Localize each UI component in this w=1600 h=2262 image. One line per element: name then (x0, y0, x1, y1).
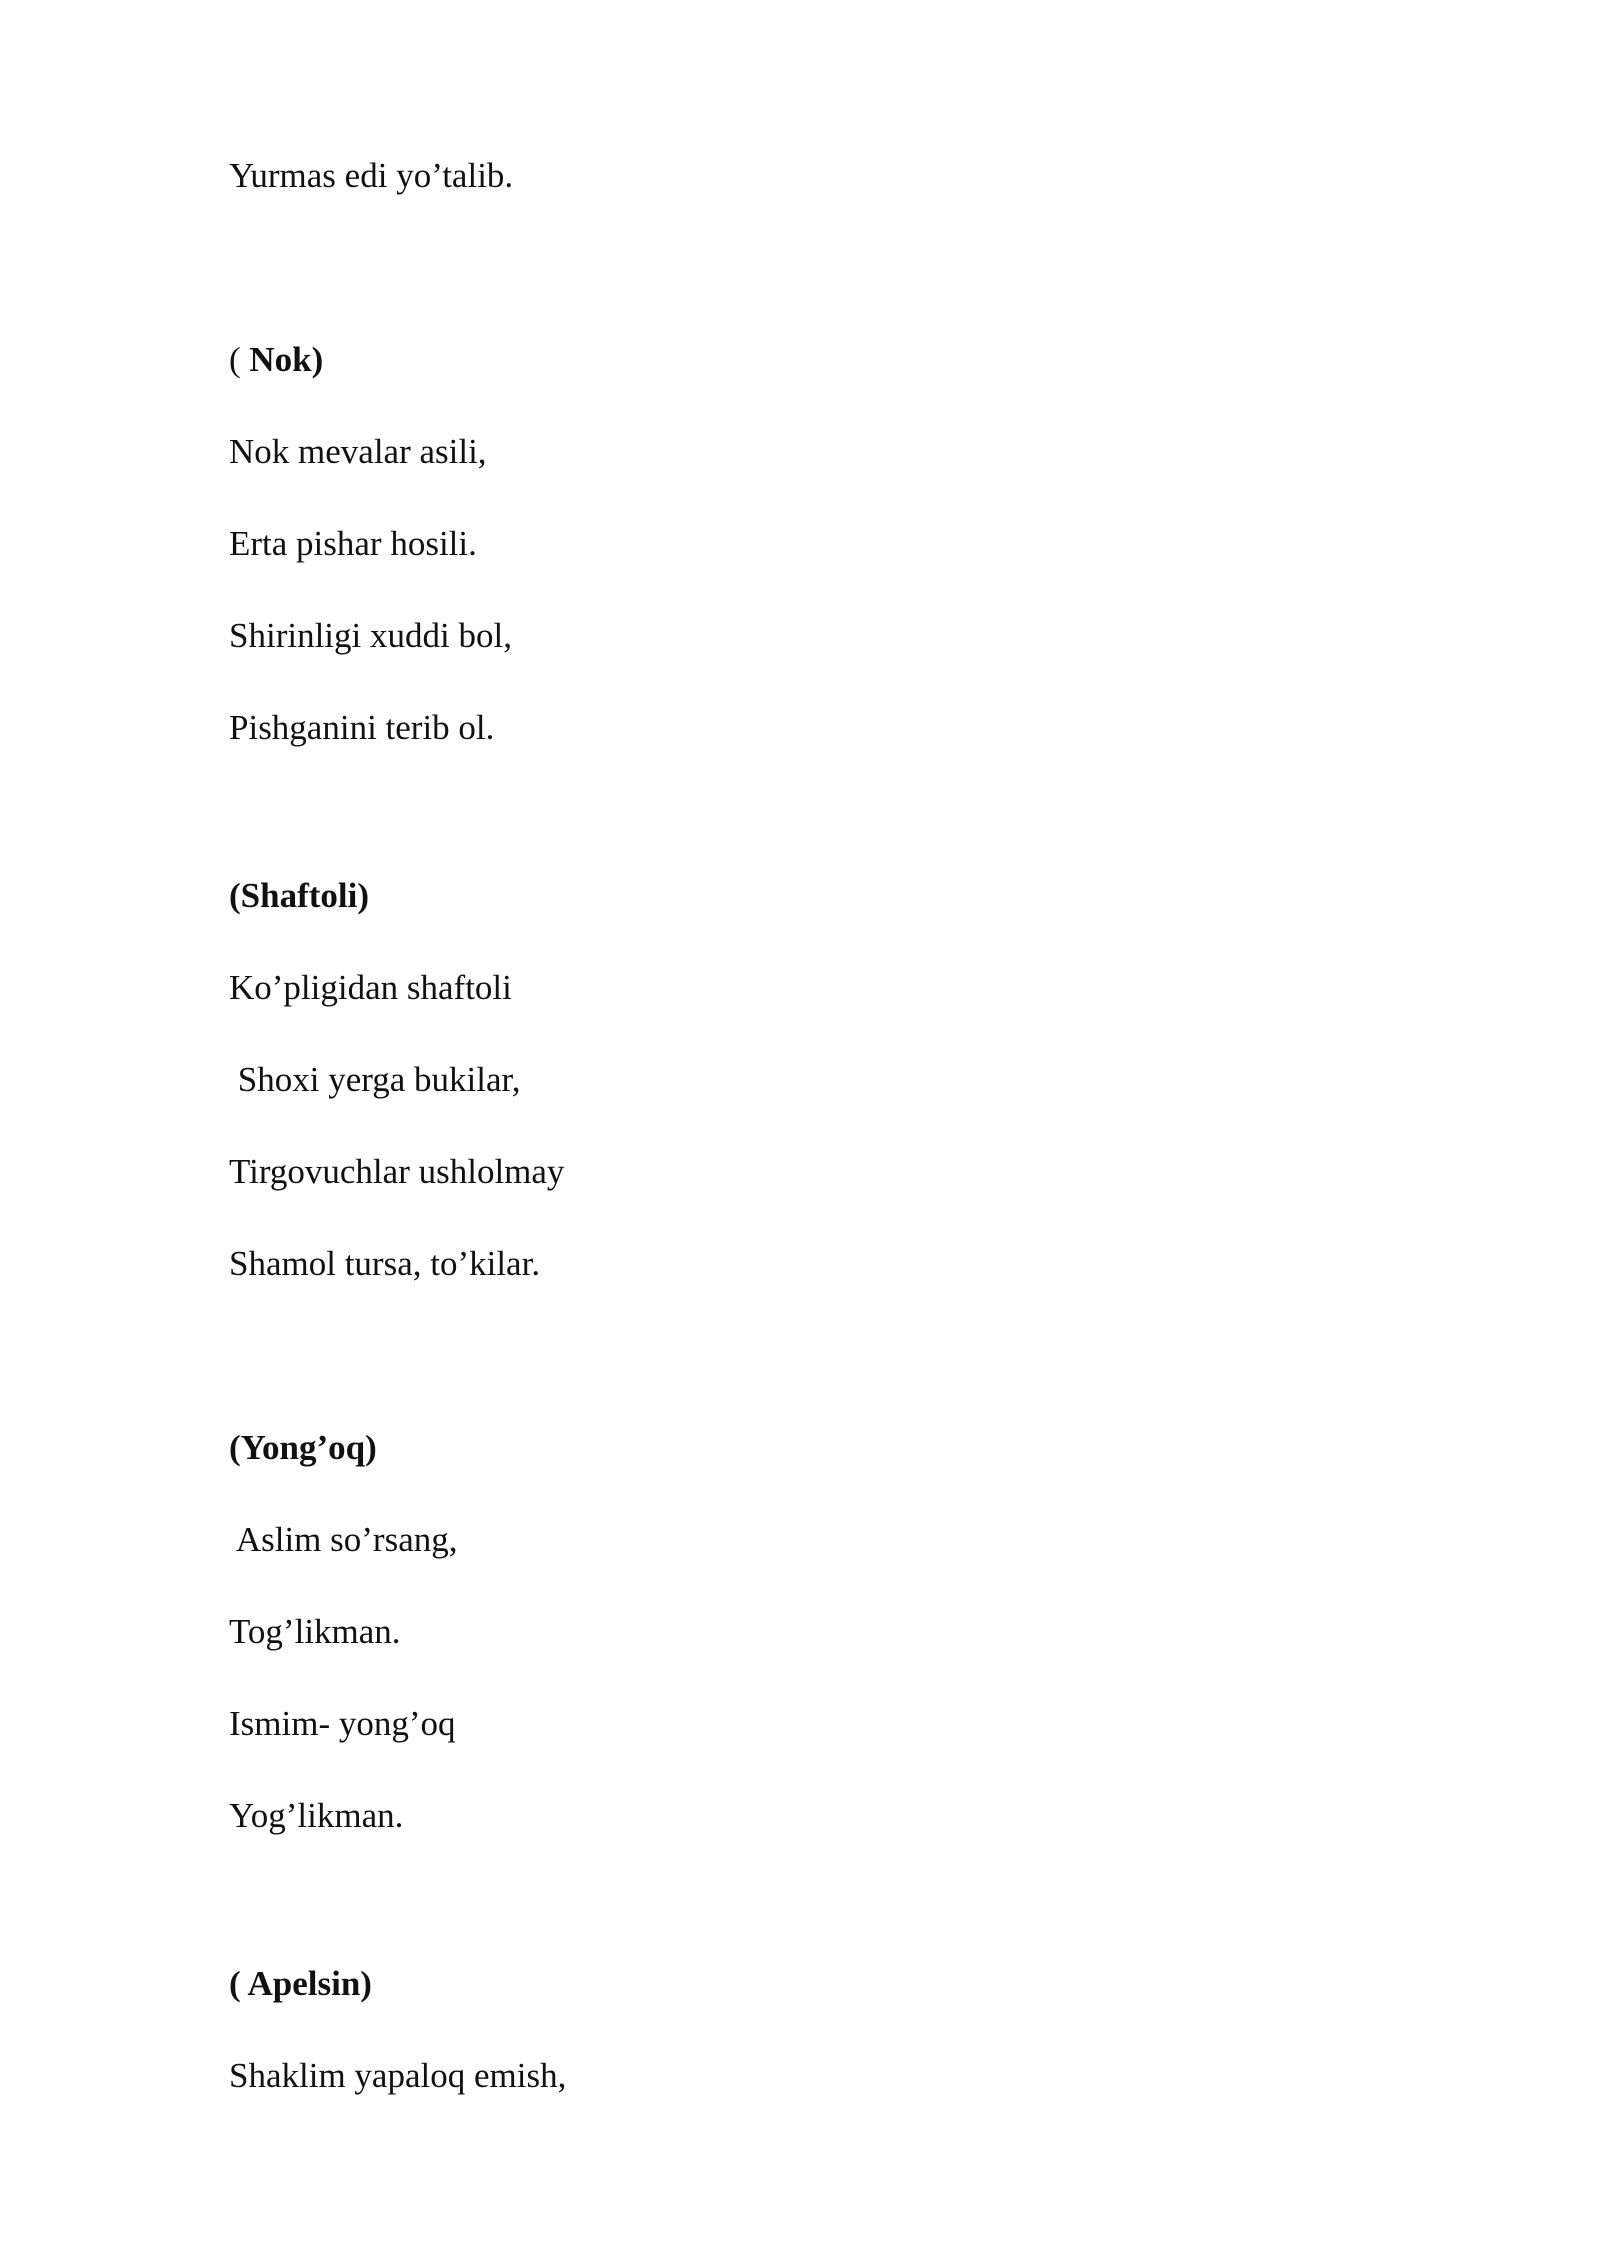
verse-line: Ko’pligidan shaftoli (229, 968, 512, 1007)
verse-line: Tog’likman. (229, 1612, 401, 1651)
section-heading-shaftoli: (Shaftoli) (229, 876, 369, 915)
verse-line: Ismim- yong’oq (229, 1704, 456, 1743)
verse-line: Shaklim yapaloq emish, (229, 2056, 567, 2095)
verse-line: Erta pishar hosili. (229, 524, 477, 563)
intro-line: Yurmas edi yo’talib. (229, 156, 514, 195)
verse-line: Shoxi yerga bukilar, (229, 1060, 521, 1099)
heading-word: Nok) (249, 340, 324, 379)
heading-open-paren: ( (229, 340, 250, 379)
section-heading-apelsin: ( Apelsin) (229, 1964, 372, 2003)
section-heading-nok (229, 338, 323, 382)
verse-line: Yog’likman. (229, 1796, 404, 1835)
verse-line: Aslim so’rsang, (229, 1520, 458, 1559)
verse-line: Nok mevalar asili, (229, 432, 487, 471)
verse-line: Tirgovuchlar ushlolmay (229, 1152, 565, 1191)
verse-line: Shirinligi xuddi bol, (229, 616, 512, 655)
verse-line: Pishganini terib ol. (229, 708, 495, 747)
section-heading-yongoq: (Yong’oq) (229, 1428, 377, 1467)
verse-line: Shamol tursa, to’kilar. (229, 1244, 541, 1283)
